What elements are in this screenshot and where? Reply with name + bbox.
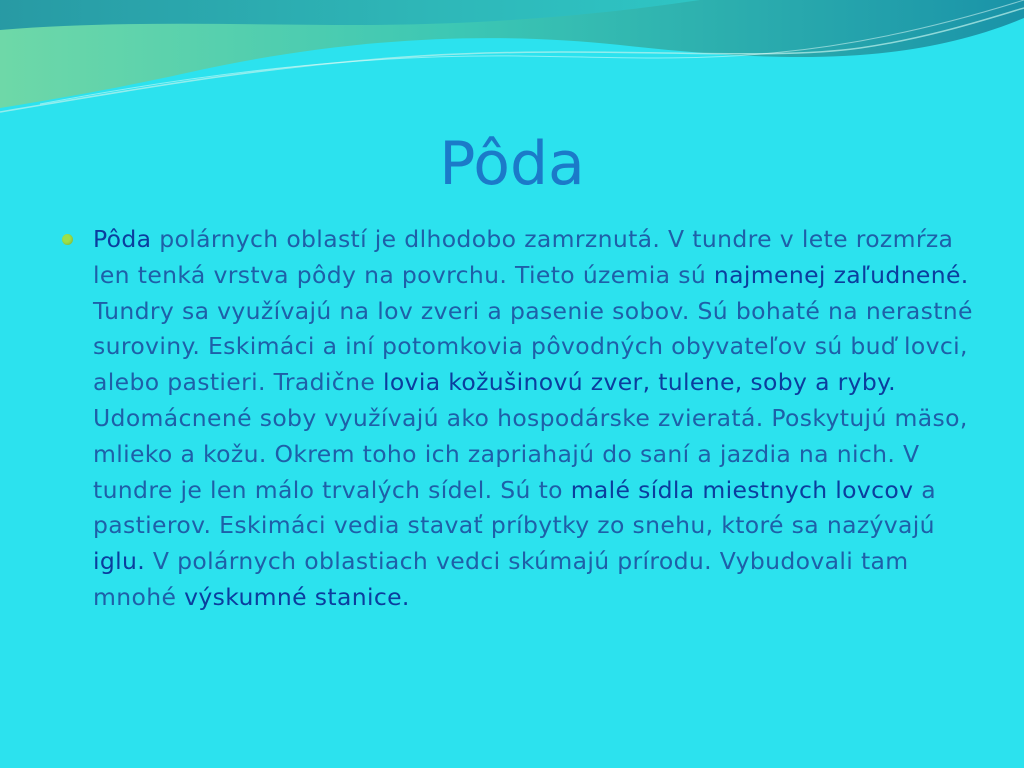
body-text: Tundry sa využívajú na lov zveri a pasenie sobov. Sú bohaté na nerastné suroviny. Eskimáci a iní potomkovia pôvodných obyvateľov sú buď lovci, alebo pastieri. Tradične (93, 296, 973, 397)
body-text: Udomácnené soby využívajú ako hospodárske zvieratá. Poskytujú mäso, mlieko a kožu. Okrem toho ich zapriahajú do saní a jazdia na nich. V tundre je len málo trvalých sídel. Sú to (93, 403, 968, 504)
emphasis-text: iglu. (93, 547, 146, 576)
bullet-list (62, 222, 982, 616)
bullet-paragraph (93, 222, 982, 616)
emphasis-text: výskumné stanice. (184, 582, 410, 611)
emphasis-text: malé sídla miestnych lovcov (570, 475, 914, 504)
body-text: polárnych oblastí je dlhodobo zamrznutá. V tundre v lete rozmŕza len tenká vrstva pôdy na povrchu. Tieto územia sú (93, 225, 954, 289)
slide-title: Pôda (439, 129, 585, 199)
emphasis-text: lovia kožušinovú zver, tulene, soby a ryby. (382, 368, 896, 397)
body-text: a pastierov. Eskimáci vedia stavať príbytky zo snehu, ktoré sa nazývajú (93, 475, 936, 540)
bullet-dot-icon (62, 234, 73, 245)
emphasis-text: najmenej zaľudnené. (713, 260, 969, 289)
header-wave-decoration (0, 0, 1024, 130)
body-text: V polárnych oblastiach vedci skúmajú prírodu. Vybudovali tam mnohé (93, 547, 909, 611)
emphasis-text: Pôda (93, 225, 152, 253)
